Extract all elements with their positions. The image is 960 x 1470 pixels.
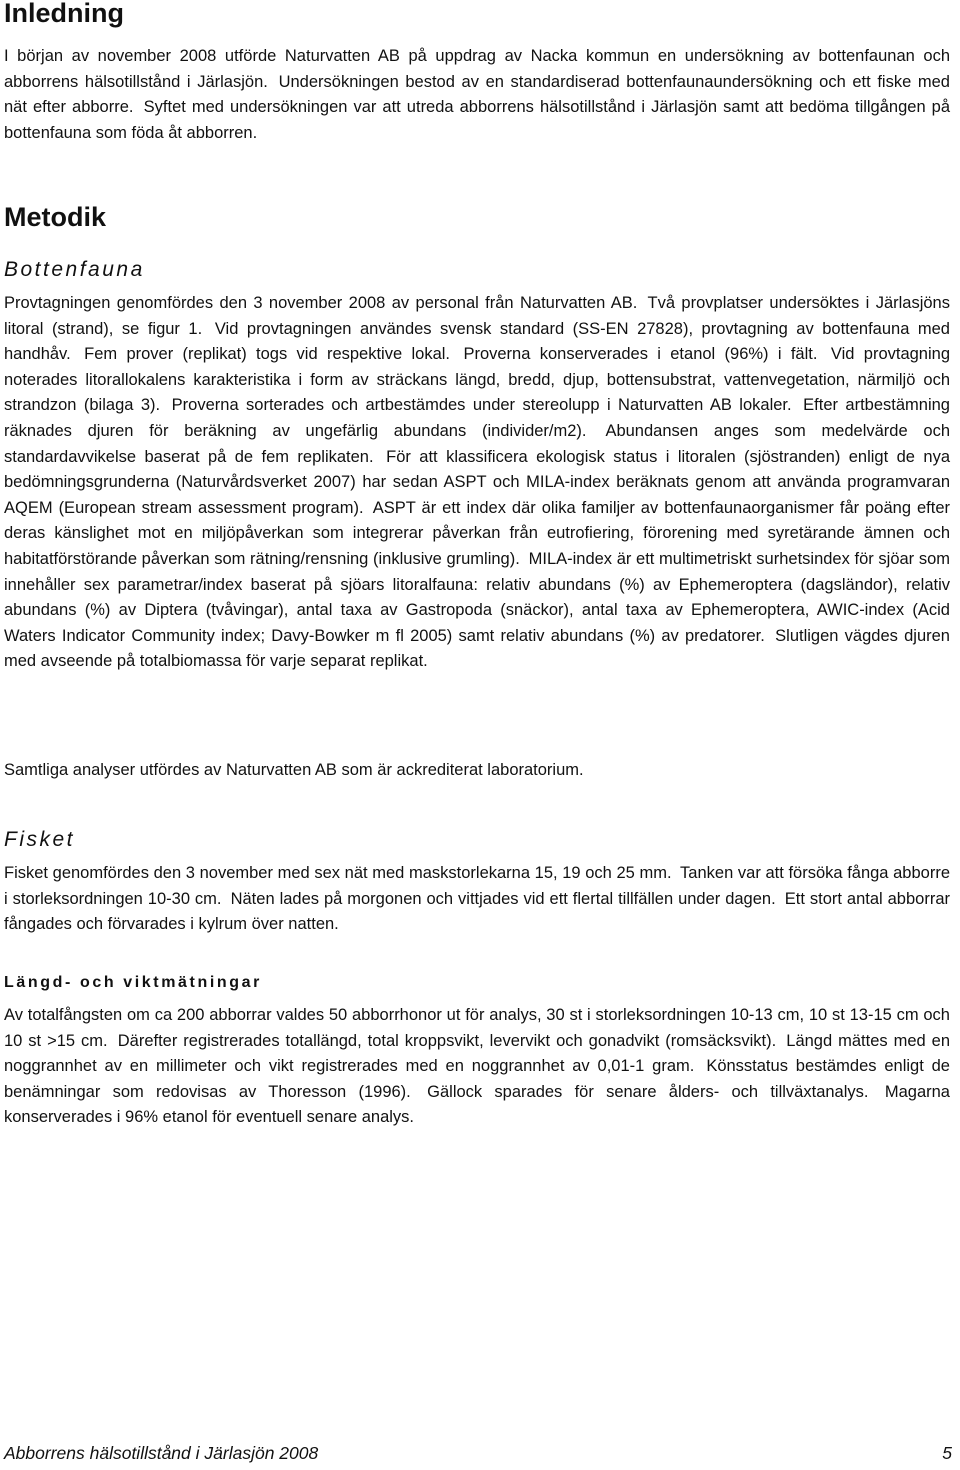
paragraph-inledning xyxy=(4,44,950,146)
sentence: Längd mättes med en noggrannhet av en millimeter och vikt registrerades med en noggrannhet av 0,01-1 gram. xyxy=(4,1031,950,1076)
sentence: Fem prover (replikat) togs vid respektive lokal. xyxy=(84,345,450,364)
sentence: Vid provtagning noterades litorallokalens karakteristika i form av sträckans längd, bredd, djup, bottensubstrat, vattenvegetation, närmiljö och strandzon (bilaga 3). xyxy=(4,345,951,415)
sentence: ASPT är ett index där olika familjer av bottenfaunaorganismer får poäng efter deras känslighet mot en miljöpåverkan som integrerar påverkan från eutrofiering, förorening med syretärande ämnen och habitatförstörande påverkan som rätning/rensning (inklusive grumling). xyxy=(4,498,950,568)
paragraph-langd-viktmatningar xyxy=(4,1003,950,1131)
sentence: Efter artbestämning räknades djuren för beräkning av ungefärlig abundans (individer/m2). xyxy=(4,396,950,440)
sentence: Syftet med undersökningen var att utreda abborrens hälsotillstånd i Järlasjön samt att bedöma tillgången på bottenfauna som föda åt abborren. xyxy=(4,98,951,142)
sentence: Två provplatser undersöktes i Järlasjöns litoral (strand), se figur 1. xyxy=(4,294,950,338)
paragraph-fisket xyxy=(4,861,950,938)
sentence: Provtagningen genomfördes den 3 november 2008 av personal från Naturvatten AB. xyxy=(4,294,638,312)
sentence: Tanken var att försöka fånga abborre i storleksordningen 10-30 cm. xyxy=(4,864,950,908)
sentence: Ett stort antal abborrar fångades och förvarades i kylrum över natten. xyxy=(4,889,950,934)
sentence: Därefter registrerades totallängd, total kroppsvikt, levervikt och gonadvikt (romsäcksvikt). xyxy=(117,1031,777,1050)
sentence: Näten lades på morgonen och vittjades vid ett flertal tillfällen under dagen. xyxy=(230,889,776,908)
sentence: MILA-index är ett multimetriskt surhetsindex för sjöar som innehåller sex parametrar/index baserat på sjöars litoralfauna: relativ abundans (%) av Ephemeroptera (dagsländor), relativ abundans (%) av Diptera (tvåvingar), antal taxa av Gastropoda (snäckor), antal taxa av Ephemeroptera, AWIC-index (Acid Waters Indicator Community index; Davy-Bowker m fl 2005) samt relativ abundans (%) av predatorer. xyxy=(4,549,951,645)
sentence: Vid provtagningen användes svensk standard (SS-EN 27828), provtagning av bottenfauna med handhåv. xyxy=(4,319,950,364)
sentence: Av totalfångsten om ca 200 abborrar valdes 50 abborrhonor ut för analys, 30 st i storleksordningen 10-13 cm, 10 st 13-15 cm och 10 st >15 cm. xyxy=(4,1006,950,1050)
sentence: I början av november 2008 utförde Naturvatten AB på uppdrag av Nacka kommun en undersökning av bottenfaunan och abborrens hälsotillstånd i Järlasjön. xyxy=(4,47,950,91)
heading-metodik: Metodik xyxy=(4,202,107,232)
sentence: Abundansen anges som medelvärde och standardavvikelse baserat på de fem replikaten. xyxy=(4,421,950,466)
paragraph-ackreditering: Samtliga analyser utfördes av Naturvatten AB som är ackrediterat laboratorium. xyxy=(4,761,584,779)
sentence: Fisket genomfördes den 3 november med sex nät med maskstorlekarna 15, 19 och 25 mm. xyxy=(4,864,672,882)
footer-document-title: Abborrens hälsotillstånd i Järlasjön 2008 xyxy=(4,1443,319,1463)
sentence: Gällock sparades för senare ålders- och tillväxtanalys. xyxy=(427,1082,869,1101)
paragraph-bottenfauna xyxy=(4,291,950,675)
sentence: För att klassificera ekologisk status i litoralen (sjöstranden) enligt de nya bedömningsgrunderna (Naturvårdsverket 2007) har sedan ASPT och MILA-index beräknats genom att använda programvaran AQEM (European stream assessment program). xyxy=(4,447,950,517)
sentence: Proverna konserverades i etanol (96%) i fält. xyxy=(463,345,818,364)
heading-langd-viktmatningar: Längd- och viktmätningar xyxy=(4,974,262,991)
heading-inledning: Inledning xyxy=(4,0,124,28)
sentence: Proverna sorterades och artbestämdes under stereolupp i Naturvatten AB lokaler. xyxy=(171,396,792,415)
heading-fisket: Fisket xyxy=(4,828,76,851)
footer-page-number: 5 xyxy=(942,1443,952,1463)
sentence: Magarna konserverades i 96% etanol för eventuell senare analys. xyxy=(4,1082,950,1127)
sentence: Slutligen vägdes djuren med avseende på totalbiomassa för varje separat replikat. xyxy=(4,626,950,671)
sentence: Könsstatus bestämdes enligt de benämningar som redovisas av Thoresson (1996). xyxy=(4,1057,950,1101)
sentence: Undersökningen bestod av en standardiserad bottenfaunaundersökning och ett fiske med nät efter abborre. xyxy=(4,72,950,117)
heading-bottenfauna: Bottenfauna xyxy=(4,258,145,281)
